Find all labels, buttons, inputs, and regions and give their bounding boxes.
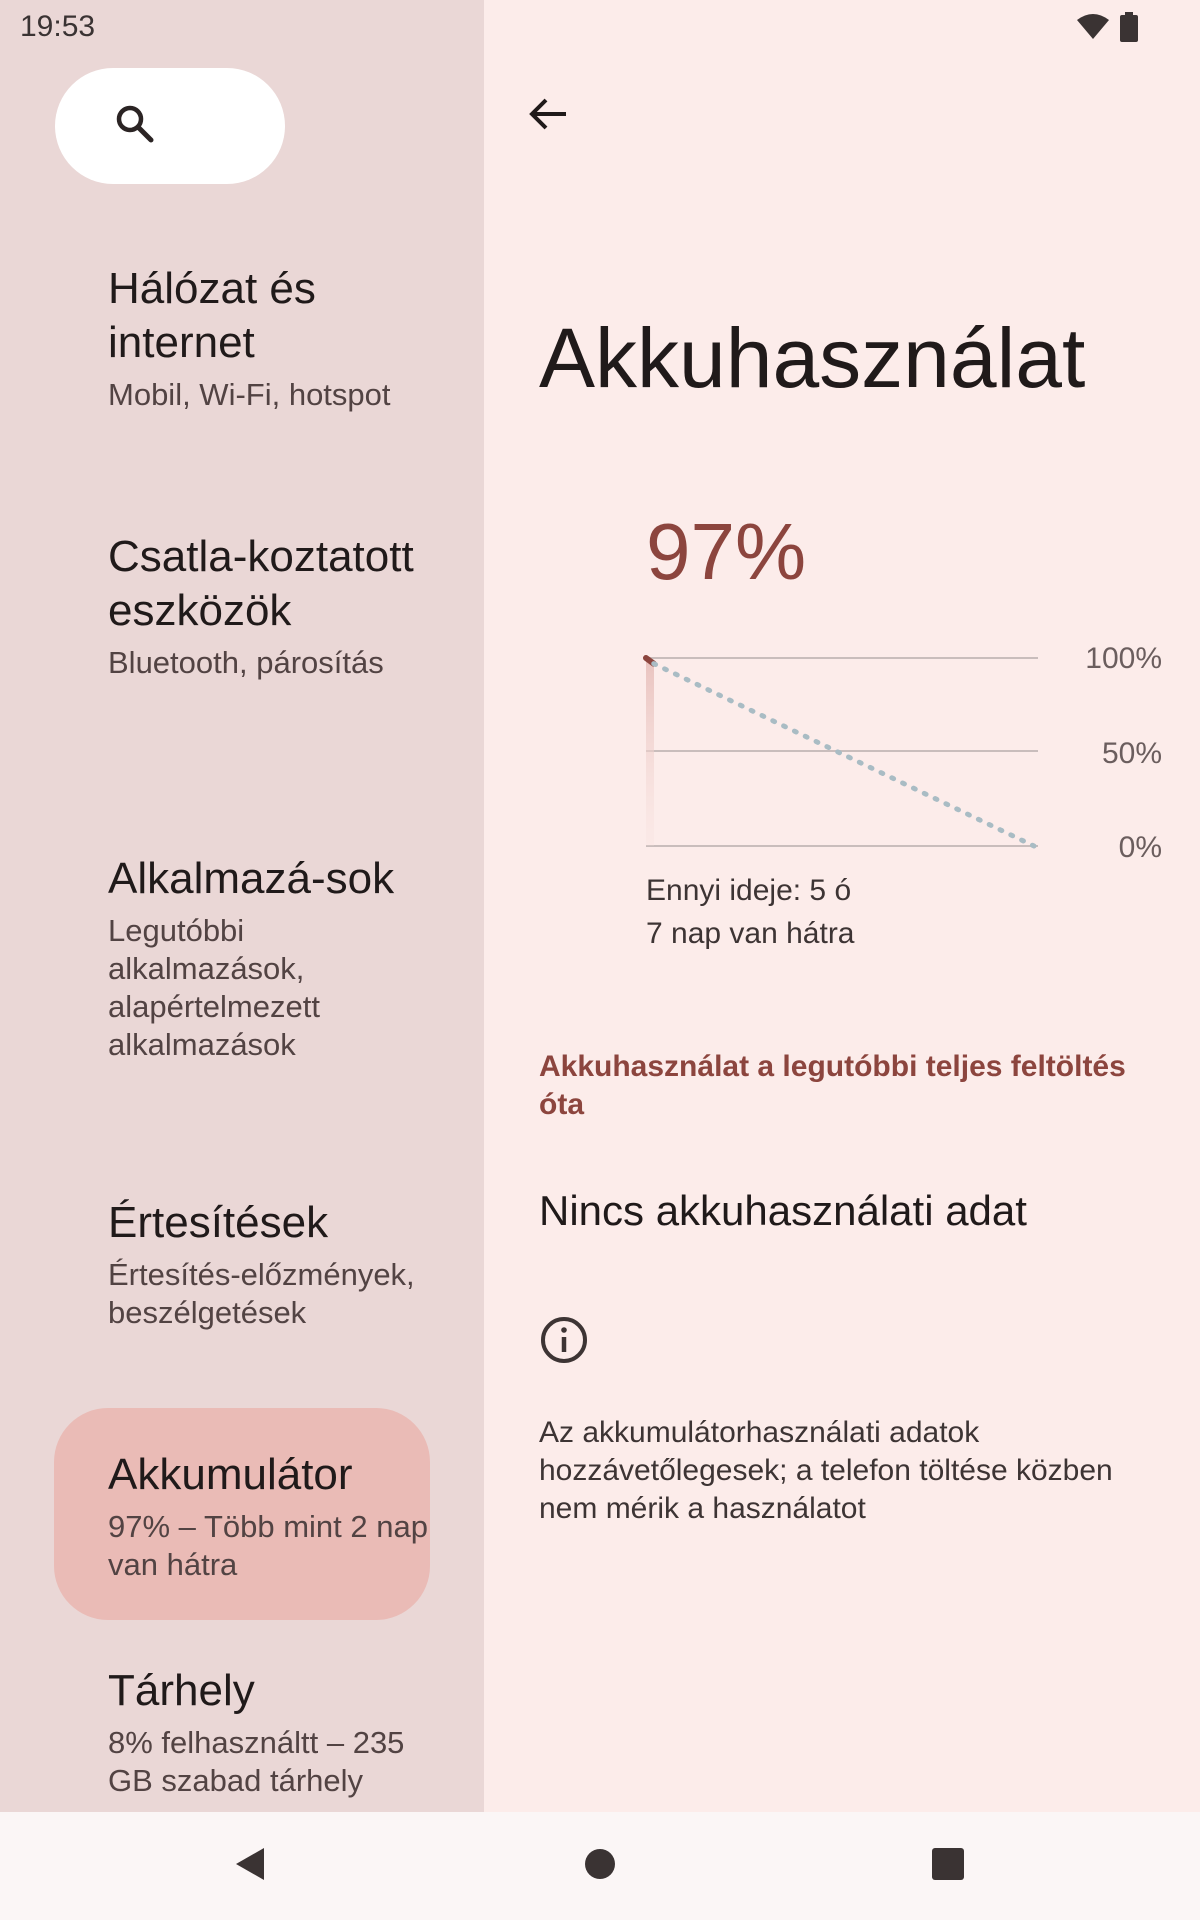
sidebar-item-title: Akkumulátor (108, 1450, 353, 1499)
no-data-message: Nincs akkuhasználati adat (539, 1187, 1027, 1234)
nav-recents-icon (930, 1846, 966, 1887)
sidebar-item-title: Csatla-koztatott eszközök (108, 532, 414, 635)
info-text: Az akkumulátorhasználati adatok hozzávetőlegesek; a telefon töltése közben nem mérik a használatot (539, 1416, 1113, 1525)
y-tick-label-50: 50% (1101, 737, 1162, 770)
nav-back-button[interactable] (220, 1836, 280, 1896)
sidebar-item-apps[interactable] (54, 852, 430, 1064)
sidebar-item-title: Hálózat és internet (108, 264, 316, 367)
y-tick-label-0: 0% (1118, 831, 1162, 860)
nav-back-icon (230, 1844, 270, 1889)
back-button[interactable] (520, 88, 576, 144)
projected-usage-line (654, 664, 1034, 846)
time-remaining: 7 nap van hátra (646, 917, 855, 950)
sidebar-item-notifications[interactable] (54, 1196, 430, 1332)
sidebar-item-title: Értesítések (108, 1198, 329, 1247)
settings-sidebar (0, 0, 484, 1920)
sidebar-item-network[interactable] (54, 262, 430, 414)
arrow-back-icon (526, 92, 570, 141)
usage-fill-bar (646, 660, 654, 846)
sidebar-item-subtitle: Legutóbbi alkalmazások, alapértelmezett alkalmazások (108, 913, 320, 1062)
sidebar-item-subtitle: Értesítés-előzmények, beszélgetések (108, 1257, 415, 1330)
nav-home-button[interactable] (570, 1836, 630, 1896)
sidebar-item-subtitle: Bluetooth, párosítás (108, 645, 384, 680)
sidebar-item-battery[interactable] (54, 1408, 430, 1620)
wifi-icon (1076, 13, 1110, 46)
sidebar-item-title: Alkalmazá-sok (108, 854, 395, 903)
sidebar-item-title: Tárhely (108, 1666, 255, 1715)
status-icons (1076, 12, 1138, 47)
nav-recents-button[interactable] (918, 1836, 978, 1896)
search-icon (113, 102, 157, 151)
navigation-bar (0, 1812, 1200, 1920)
battery-usage-panel (484, 0, 1200, 1920)
status-bar (0, 0, 1200, 56)
nav-home-icon (583, 1847, 617, 1886)
time-since-charge: Ennyi ideje: 5 ó (646, 874, 852, 907)
section-header: Akkuhasználat a legutóbbi teljes feltöltés óta (539, 1050, 1126, 1121)
battery-icon (1120, 12, 1138, 47)
battery-level: 97% (646, 507, 807, 596)
sidebar-item-subtitle: Mobil, Wi-Fi, hotspot (108, 377, 391, 412)
page-title: Akkuhasználat (539, 311, 1086, 405)
search-button[interactable] (55, 68, 285, 184)
sidebar-item-connected-devices[interactable] (54, 530, 430, 682)
battery-chart (630, 640, 1170, 860)
info-icon (540, 1316, 588, 1364)
sidebar-item-subtitle: 8% felhasználtt – 235 GB szabad tárhely (108, 1725, 405, 1798)
status-time: 19:53 (20, 10, 96, 43)
sidebar-item-storage[interactable] (54, 1664, 430, 1800)
sidebar-item-subtitle: 97% – Több mint 2 nap van hátra (108, 1509, 428, 1582)
y-tick-label-100: 100% (1085, 642, 1162, 675)
